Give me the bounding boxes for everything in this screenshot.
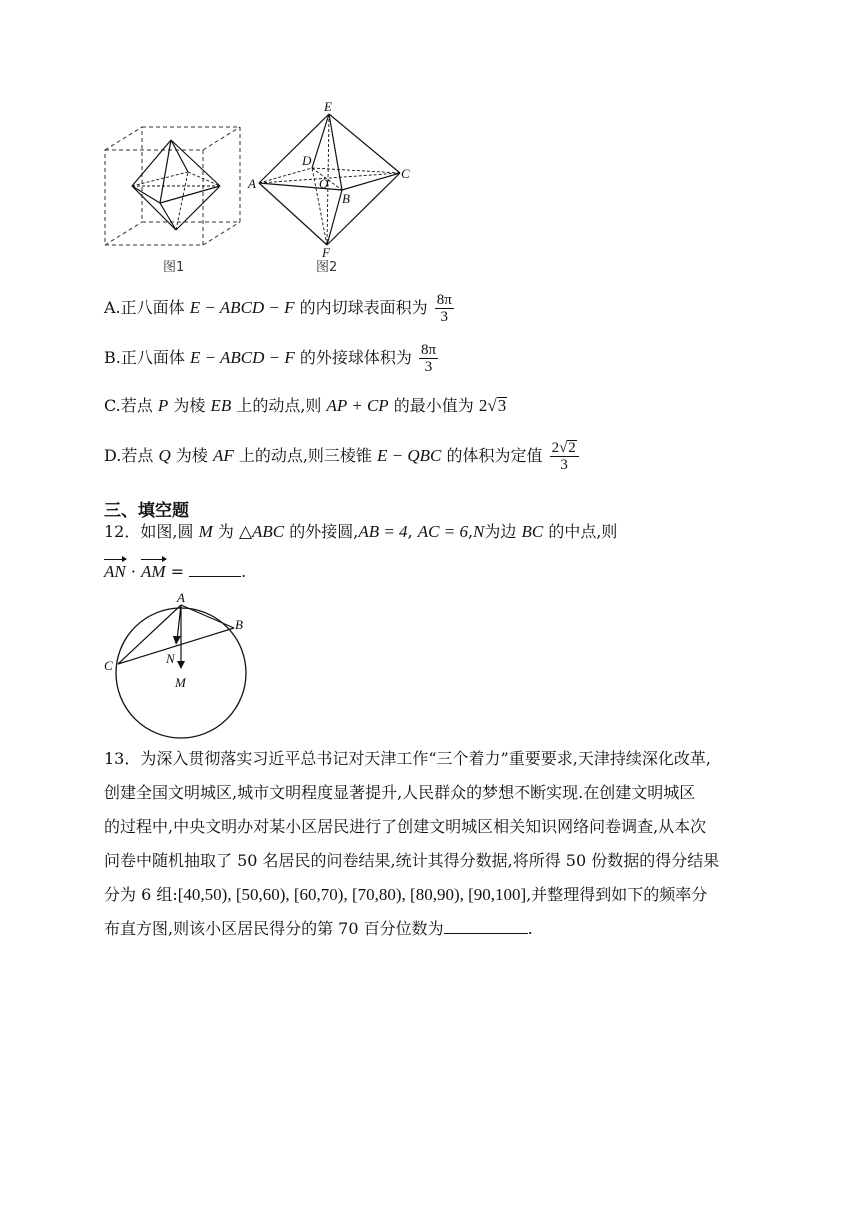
figure-2-caption: 图2 (316, 260, 338, 275)
q12-bc: BC (521, 522, 544, 541)
option-c-point: P (157, 396, 169, 415)
q12-ab: AB = 4 (358, 522, 408, 541)
option-c-radicand: 3 (497, 396, 507, 415)
q12-text5: 为边 (484, 522, 517, 541)
q12-ac: AC = 6 (417, 522, 468, 541)
option-c-expr: AP + CP (326, 396, 389, 415)
option-b-numerator: 8π (420, 342, 437, 358)
q12-label-C: C (104, 658, 113, 673)
q12-dot: · (125, 562, 141, 581)
label-E: E (324, 100, 332, 114)
option-d-point: Q (158, 446, 171, 465)
option-d-prefix: D.若点 (104, 446, 154, 465)
q13-line5-a: 分为 6 组: (104, 885, 178, 904)
option-a-expr: E − ABCD − F (189, 298, 295, 317)
label-F: F (322, 245, 330, 260)
option-d-mid3: 的体积为定值 (446, 446, 543, 465)
figure-2-octahedron (245, 100, 420, 260)
option-c: C.若点 P 为棱 EB 上的动点,则 AP + CP 的最小值为 2√3 (104, 396, 507, 415)
q12-text6: 的中点,则 (548, 522, 618, 541)
q12-text2: 为 (217, 522, 234, 541)
q12-sep: , (407, 522, 413, 541)
figure-1-cube-octahedron (100, 120, 250, 255)
option-d-mid1: 为棱 (175, 446, 208, 465)
label-B: B (342, 191, 350, 206)
option-c-coef: 2 (478, 396, 488, 415)
option-a-fraction (435, 292, 454, 325)
label-D: D (302, 153, 312, 168)
option-d-edge: AF (212, 446, 234, 465)
q13-line1-text: 为深入贯彻落实习近平总书记对天津工作“三个着力”重要要求,天津持续深化改革, (140, 749, 711, 768)
q12-line2 (104, 562, 246, 582)
q13-intervals: [40,50), [50,60), [60,70), [70,80), [80,90), [90,100] (177, 885, 527, 904)
label-A: A (248, 176, 256, 191)
q13-paragraph (104, 742, 764, 946)
q12-m: M (198, 522, 213, 541)
q12-number: 12． (104, 522, 141, 541)
option-d-fraction (550, 440, 579, 473)
option-b-fraction (419, 342, 438, 375)
option-c-mid2: 上的动点,则 (236, 396, 322, 415)
option-b-text: 的外接球体积为 (299, 348, 412, 367)
option-a-numerator: 8π (436, 292, 452, 308)
label-C: C (401, 166, 410, 181)
q13-end: . (527, 919, 533, 938)
option-c-mid3: 的最小值为 (393, 396, 474, 415)
q13-line2: 创建全国文明城区,城市文明程度显著提升,人民群众的梦想不断实现.在创建文明城区 (104, 783, 696, 802)
option-d-expr: E − QBC (377, 446, 442, 465)
q12-vector-am: AM (141, 562, 166, 581)
q13-line1 (104, 742, 764, 776)
q13-answer-blank (444, 919, 528, 934)
option-c-edge: EB (210, 396, 232, 415)
option-a-prefix: A.正八面体 (104, 298, 185, 317)
option-a-denominator: 3 (440, 309, 449, 325)
option-d-num-coef: 2 (551, 440, 560, 456)
q12-label-A: A (177, 590, 185, 605)
q12-equals: = (165, 562, 185, 581)
option-a-text: 的内切球表面积为 (299, 298, 428, 317)
q13-line6 (104, 912, 764, 946)
q12-n: N (473, 522, 485, 541)
q13-line4: 问卷中随机抽取了 50 名居民的问卷结果,统计其得分数据,将所得 50 份数据的得分结果 (104, 851, 720, 870)
q12-text3: 的外接圆, (289, 522, 359, 541)
option-b-expr: E − ABCD − F (189, 348, 295, 367)
option-d-numerator: 2√2 (550, 440, 579, 457)
q12-label-M: M (175, 675, 186, 690)
option-b-denominator: 3 (424, 359, 433, 375)
option-a (104, 290, 456, 326)
option-b (104, 340, 440, 376)
option-d-mid2: 上的动点,则三棱锥 (238, 446, 372, 465)
figure-1-caption: 图1 (163, 260, 185, 275)
q13-line5 (104, 878, 764, 912)
option-c-prefix: C.若点 (104, 396, 153, 415)
q12-answer-blank (189, 562, 241, 577)
q13-line6-text: 布直方图,则该小区居民得分的第 70 百分位数为 (104, 919, 444, 938)
option-b-prefix: B.正八面体 (104, 348, 185, 367)
section-heading: 三、填空题 (104, 501, 189, 521)
q13-line5-b: ,并整理得到如下的频率分 (526, 885, 708, 904)
option-d (104, 436, 581, 476)
q12-text4: , (467, 522, 474, 541)
q12-vector-an: AN (104, 562, 126, 581)
q13-line3: 的过程中,中央文明办对某小区居民进行了创建文明城区相关知识网络问卷调查,从本次 (104, 817, 707, 836)
q12-circle-figure (100, 590, 260, 740)
q13-number: 13． (104, 749, 141, 768)
q12-triangle: △ABC (238, 522, 285, 541)
option-c-mid1: 为棱 (173, 396, 206, 415)
q12-label-N: N (166, 651, 175, 666)
q12-text1: 如图,圆 (140, 522, 194, 541)
q12-end: . (241, 562, 247, 581)
q12-label-B: B (235, 617, 243, 632)
label-O: O (319, 176, 329, 191)
option-d-denominator: 3 (560, 457, 568, 473)
option-d-num-radicand: 2 (568, 440, 576, 456)
q12-line1 (104, 522, 617, 542)
